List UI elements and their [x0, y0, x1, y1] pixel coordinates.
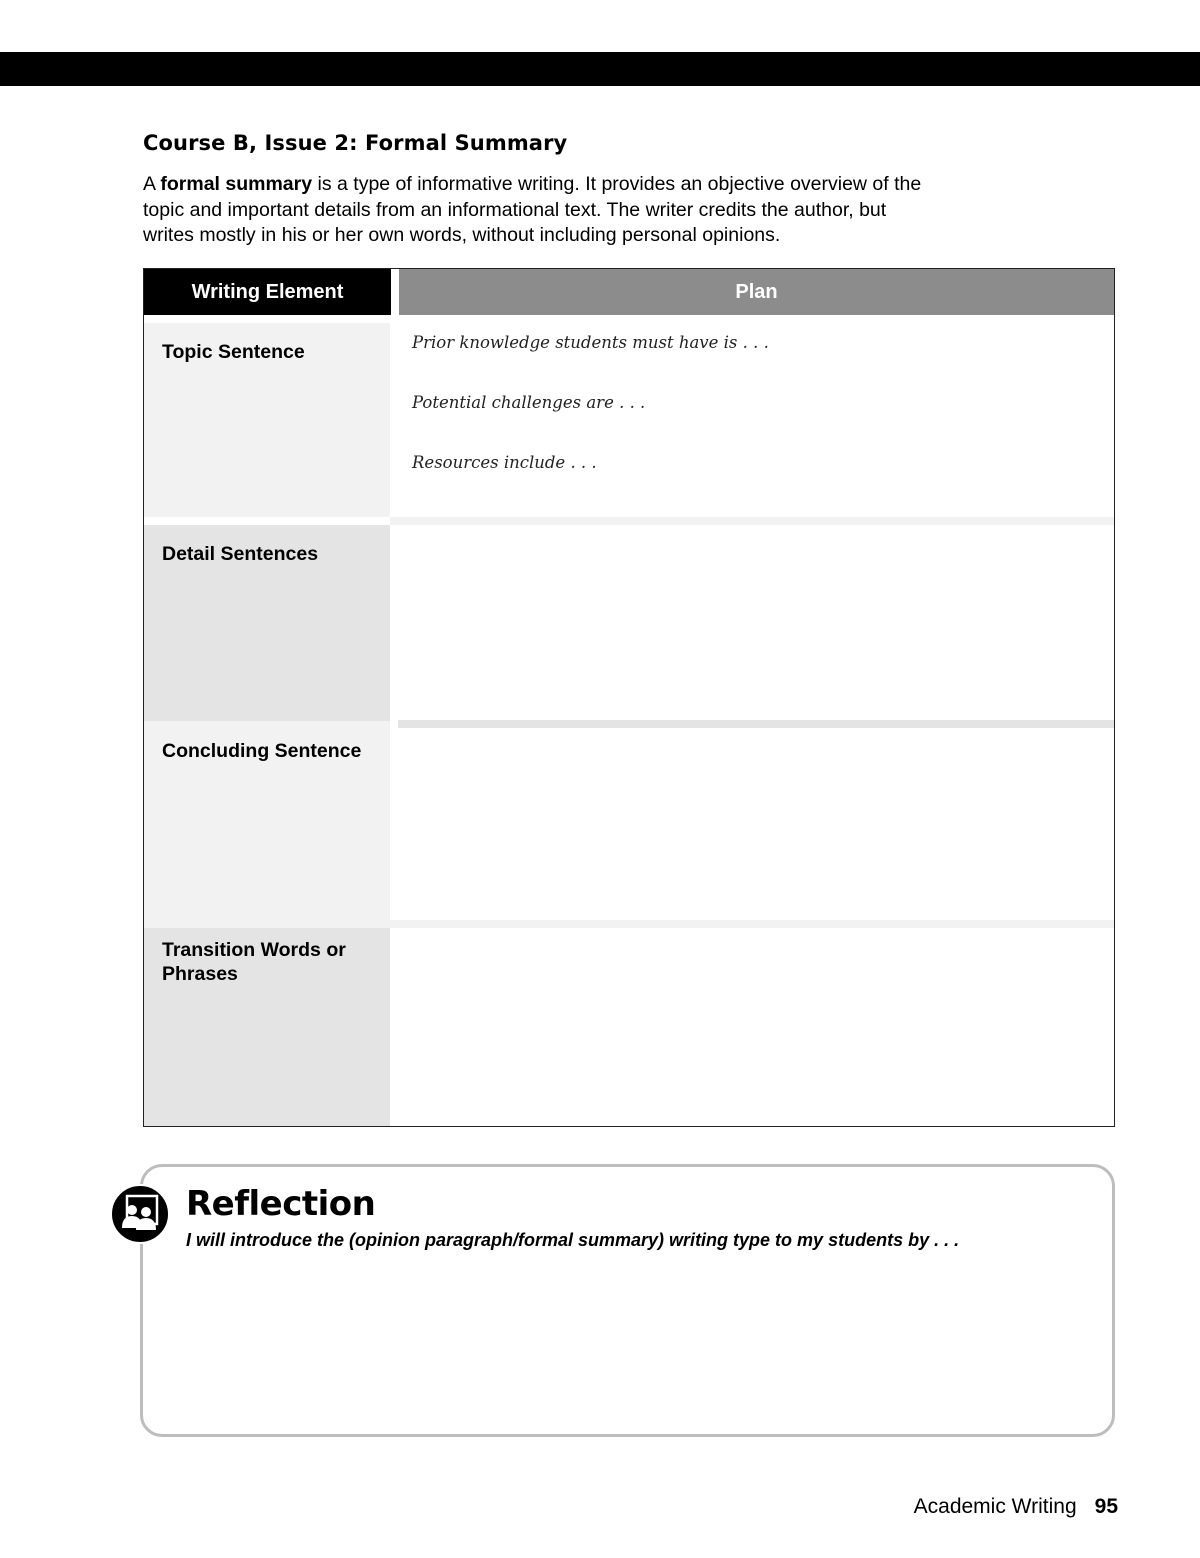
row-label-detail-sentences: Detail Sentences [144, 525, 390, 721]
reflection-prompt: I will introduce the (opinion paragraph/formal summary) writing type to my students by . . . [186, 1230, 960, 1250]
footer-section: Academic Writing [913, 1495, 1077, 1518]
row-divider [398, 720, 1114, 728]
header-gap [391, 269, 399, 315]
top-black-bar [0, 52, 1200, 86]
plan-line-challenges: Potential challenges are . . . [412, 393, 646, 412]
header-plan: Plan [399, 269, 1114, 315]
presentation-icon [110, 1184, 170, 1244]
header-writing-element: Writing Element [144, 269, 391, 315]
plan-line-resources: Resources include . . . [412, 453, 597, 472]
plan-cell-detail-sentences[interactable] [390, 525, 1114, 720]
intro-bold-term: formal summary [160, 173, 313, 195]
page-number: 95 [1094, 1495, 1118, 1518]
plan-line-prior-knowledge: Prior knowledge students must have is . . . [412, 333, 769, 352]
plan-table [143, 268, 1115, 1127]
intro-rest: is a type of informative writing. It provides an objective overview of the topic and important details from an informational text. The writer credits the author, but writes mostly in his or her own words, without including personal opinions. [143, 173, 922, 246]
page-title: Course B, Issue 2: Formal Summary [143, 131, 568, 155]
row-divider [144, 920, 1114, 928]
row-label-topic-sentence: Topic Sentence [144, 323, 390, 517]
row-divider [390, 517, 1114, 525]
row-label-transition-words: Transition Words or Phrases [144, 928, 390, 1126]
reflection-title: Reflection [186, 1184, 376, 1224]
plan-cell-concluding-sentence[interactable] [390, 728, 1114, 920]
intro-prefix: A [143, 173, 161, 195]
row-label-concluding-sentence: Concluding Sentence [144, 721, 390, 920]
plan-cell-transition-words[interactable] [390, 928, 1114, 1126]
plan-cell-topic-sentence[interactable] [390, 315, 1114, 517]
footer [914, 1495, 1118, 1519]
intro-paragraph [143, 172, 933, 249]
